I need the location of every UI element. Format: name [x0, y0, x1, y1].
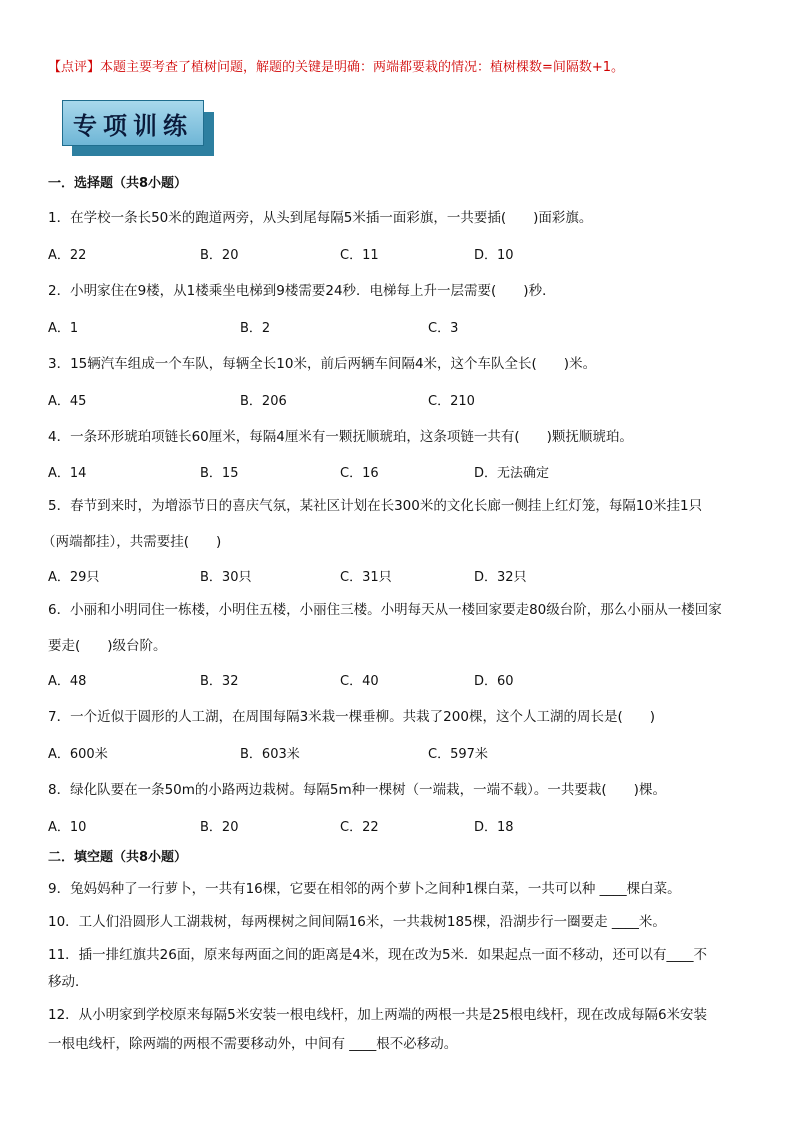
- question-11-line-1: 11．插一排红旗共26面，原来每两面之间的距离是4米，现在改为5米．如果起点一面不移动，还可以有____不: [48, 947, 708, 963]
- section-heading-choice: 一．选择题（共8小题）: [48, 176, 188, 191]
- q7-option-a: A．600米: [48, 747, 108, 762]
- q5-option-a: A．29只: [48, 570, 100, 585]
- q8-option-a: A．10: [48, 820, 87, 835]
- review-comment: 【点评】本题主要考查了植树问题，解题的关键是明确：两端都要栽的情况：植树棵数=间隔数+1。: [48, 60, 625, 75]
- q6-option-c: C．40: [340, 674, 379, 689]
- question-5-line-1: 5．春节到来时，为增添节日的喜庆气氛，某社区计划在长300米的文化长廊一侧挂上红灯笼，每隔10米挂1只: [48, 498, 703, 514]
- q1-option-a: A．22: [48, 248, 87, 263]
- q8-option-c: C．22: [340, 820, 379, 835]
- q7-option-b: B．603米: [240, 747, 300, 762]
- q6-option-b: B．32: [200, 674, 239, 689]
- q4-option-a: A．14: [48, 466, 87, 481]
- q8-option-d: D．18: [474, 820, 514, 835]
- q4-option-d: D．无法确定: [474, 466, 550, 481]
- question-9: 9．兔妈妈种了一行萝卜，一共有16棵，它要在相邻的两个萝卜之间种1棵白菜，一共可以种 ____棵白菜。: [48, 881, 681, 897]
- question-11-line-2: 移动．: [48, 974, 89, 990]
- question-7: 7．一个近似于圆形的人工湖，在周围每隔3米栽一棵垂柳。共栽了200棵，这个人工湖的周长是( ): [48, 709, 655, 725]
- q4-option-b: B．15: [200, 466, 239, 481]
- q6-option-d: D．60: [474, 674, 514, 689]
- question-4: 4．一条环形琥珀项链长60厘米，每隔4厘米有一颗抚顺琥珀，这条项链一共有( )颗抚顺琥珀。: [48, 429, 633, 445]
- q3-option-b: B．206: [240, 394, 287, 409]
- q1-option-c: C．11: [340, 248, 379, 263]
- q8-option-b: B．20: [200, 820, 239, 835]
- question-8: 8．绿化队要在一条50m的小路两边栽树。每隔5m种一棵树（一端栽，一端不载）。一共要栽( )棵。: [48, 782, 666, 798]
- question-5-line-2: （两端都挂），共需要挂( ): [42, 534, 222, 550]
- q1-option-d: D．10: [474, 248, 514, 263]
- special-training-banner: [62, 100, 204, 146]
- question-10: 10．工人们沿圆形人工湖栽树，每两棵树之间间隔16米，一共栽树185棵，沿湖步行一圈要走 ____米。: [48, 914, 666, 930]
- q3-option-a: A．45: [48, 394, 87, 409]
- banner-title: 专项训练: [62, 100, 204, 146]
- q5-option-d: D．32只: [474, 570, 527, 585]
- q1-option-b: B．20: [200, 248, 239, 263]
- question-6-line-1: 6．小丽和小明同住一栋楼，小明住五楼，小丽住三楼。小明每天从一楼回家要走80级台阶，那么小丽从一楼回家: [48, 602, 722, 618]
- question-6-line-2: 要走( )级台阶。: [48, 638, 167, 654]
- question-12-line-2: 一根电线杆，除两端的两根不需要移动外，中间有 ____根不必移动。: [48, 1036, 458, 1052]
- q2-option-b: B．2: [240, 321, 271, 336]
- q5-option-c: C．31只: [340, 570, 392, 585]
- q2-option-a: A．1: [48, 321, 79, 336]
- q3-option-c: C．210: [428, 394, 475, 409]
- question-12-line-1: 12．从小明家到学校原来每隔5米安装一根电线杆，加上两端的两根一共是25根电线杆，现在改成每隔6米安装: [48, 1007, 708, 1023]
- q6-option-a: A．48: [48, 674, 87, 689]
- section-heading-fill: 二．填空题（共8小题）: [48, 850, 188, 865]
- q2-option-c: C．3: [428, 321, 459, 336]
- question-2: 2．小明家住在9楼，从1楼乘坐电梯到9楼需要24秒．电梯每上升一层需要( )秒．: [48, 283, 556, 299]
- q5-option-b: B．30只: [200, 570, 252, 585]
- q7-option-c: C．597米: [428, 747, 488, 762]
- q4-option-c: C．16: [340, 466, 379, 481]
- question-1: 1．在学校一条长50米的跑道两旁，从头到尾每隔5米插一面彩旗，一共要插( )面彩旗。: [48, 210, 593, 226]
- question-3: 3．15辆汽车组成一个车队，每辆全长10米，前后两辆车间隔4米，这个车队全长( )米。: [48, 356, 597, 372]
